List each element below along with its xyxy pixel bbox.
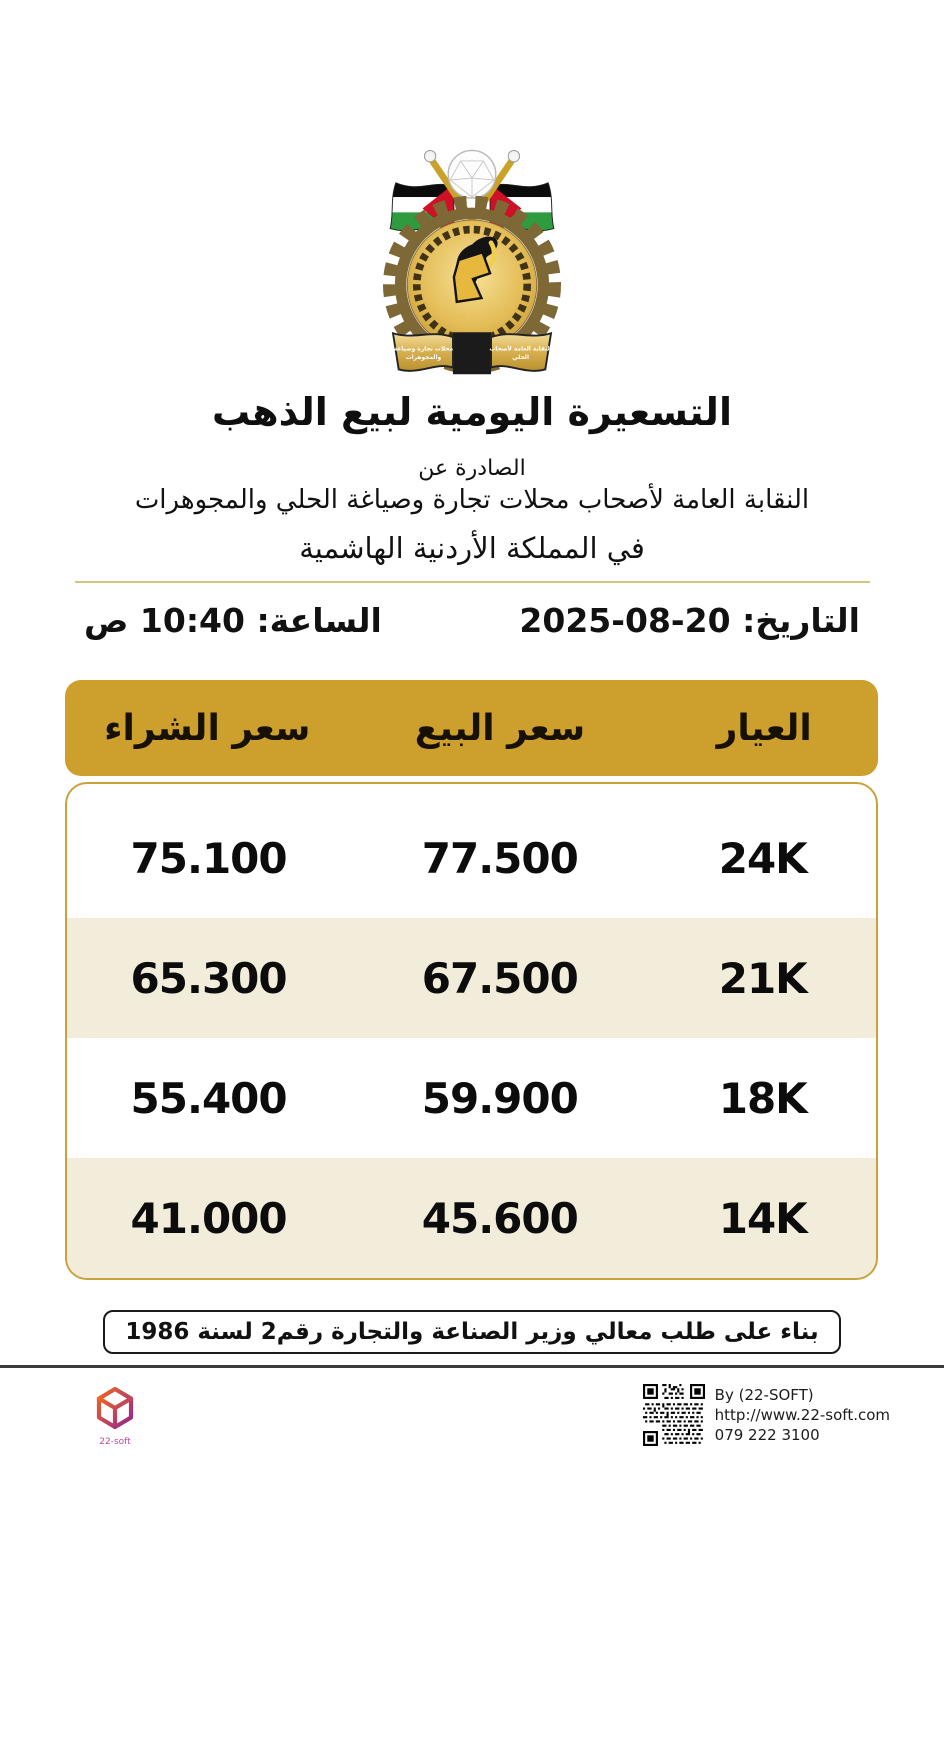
organization-name: النقابة العامة لأصحاب محلات تجارة وصياغة الحلي والمجوهرات — [134, 485, 810, 515]
ribbon-banner — [393, 332, 552, 374]
column-header-buy-price: سعر الشراء — [104, 707, 311, 749]
column-header-karat: العيار — [716, 707, 812, 749]
buy-price-value: 65.300 — [130, 953, 287, 1003]
cube-logo-icon — [91, 1384, 139, 1432]
ribbon-text-left-1: محلات تجارة وصياغة — [393, 346, 454, 353]
karat-value: 14K — [718, 1193, 807, 1243]
sell-price-value: 67.500 — [421, 953, 578, 1003]
gold-price-table — [65, 680, 878, 1280]
ribbon-text-left-2: والمجوهرات — [405, 354, 442, 361]
buy-price-value: 75.100 — [130, 833, 287, 883]
sell-price-value: 59.900 — [421, 1073, 578, 1123]
credits-bar — [0, 1368, 944, 1447]
ribbon-text-right-1: النقابة العامة لأصحاب — [489, 346, 552, 353]
brand-block — [80, 1384, 150, 1447]
column-header-sell-price: سعر البيع — [414, 707, 586, 749]
established-year: تأسست 1972 — [445, 313, 499, 323]
time-label: الساعة: — [256, 601, 382, 640]
table-row-14k — [67, 1158, 876, 1278]
date-time-row — [0, 601, 944, 640]
sell-price-value: 45.600 — [421, 1193, 578, 1243]
qr-credit-block — [643, 1384, 890, 1446]
table-row-24k — [67, 798, 876, 918]
ministry-note-box: بناء على طلب معالي وزير الصناعة والتجارة رقم2 لسنة 1986 — [103, 1310, 840, 1354]
karat-value: 24K — [718, 833, 807, 883]
table-row-18k — [67, 1038, 876, 1158]
time-value: 10:40 ص — [84, 601, 245, 640]
country-text: في المملكة الأردنية الهاشمية — [299, 531, 645, 565]
karat-value: 18K — [718, 1073, 807, 1123]
syndicate-emblem-logo — [337, 140, 607, 378]
table-body — [65, 782, 878, 1280]
page-title: التسعيرة اليومية لبيع الذهب — [212, 390, 732, 434]
buy-price-value: 55.400 — [130, 1073, 287, 1123]
gold-divider — [75, 581, 870, 583]
table-header-row — [65, 680, 878, 776]
date-field — [519, 601, 860, 640]
credit-text-block — [715, 1384, 890, 1445]
brand-name: 22-soft — [99, 1437, 131, 1447]
credit-url: http://www.22-soft.com — [714, 1405, 890, 1424]
date-value: 20-08-2025 — [519, 601, 731, 640]
time-field — [84, 601, 382, 640]
karat-value: 21K — [718, 953, 807, 1003]
issued-by-text: الصادرة عن — [418, 456, 526, 481]
credit-phone: 079 222 3100 — [714, 1425, 820, 1444]
buy-price-value: 41.000 — [130, 1193, 287, 1243]
table-row-21k — [67, 918, 876, 1038]
date-label: التاريخ: — [742, 601, 860, 640]
qr-code — [643, 1384, 705, 1446]
credit-by: By (22-SOFT) — [714, 1386, 814, 1404]
gem-icon — [448, 150, 496, 198]
sell-price-value: 77.500 — [421, 833, 578, 883]
ribbon-text-right-2: الحلي — [512, 354, 529, 361]
